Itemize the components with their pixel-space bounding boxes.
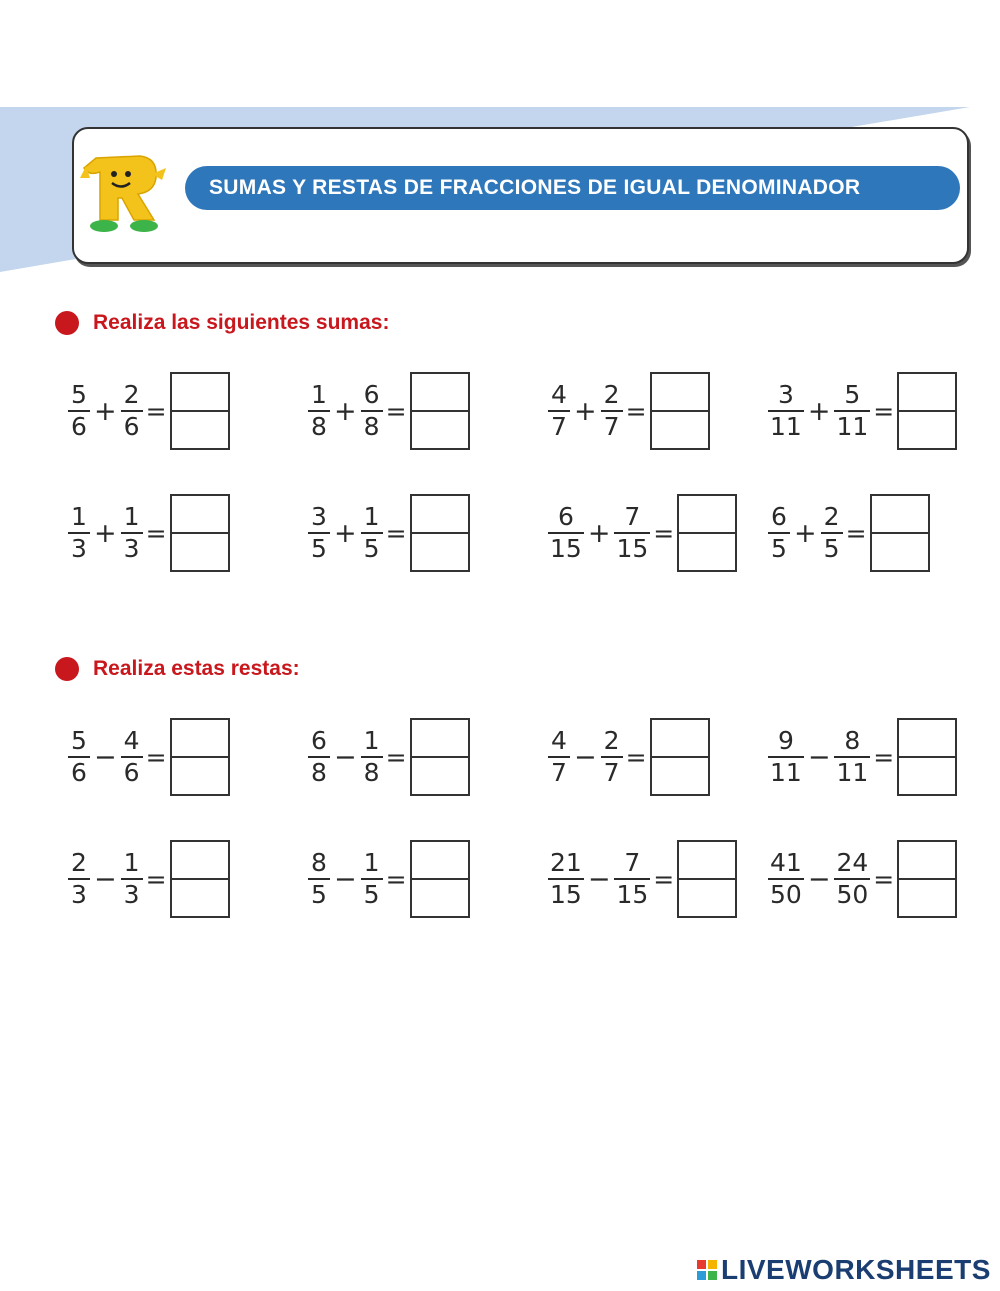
operator-sign: + [587, 517, 611, 549]
numerator: 5 [844, 380, 861, 409]
section-instruction [55, 654, 300, 684]
letter-r-mascot-icon [78, 150, 170, 234]
answer-box [170, 718, 230, 796]
numerator: 1 [71, 502, 87, 531]
numerator: 8 [311, 848, 327, 877]
answer-denominator-input[interactable] [412, 534, 468, 570]
numerator: 6 [363, 380, 380, 409]
answer-box [170, 372, 230, 450]
denominator: 15 [616, 880, 649, 909]
fraction [548, 502, 584, 564]
answer-box [870, 494, 930, 572]
fraction-exercise [548, 834, 748, 924]
fraction [361, 848, 383, 910]
numerator: 41 [770, 848, 802, 877]
numerator: 1 [123, 848, 140, 877]
denominator: 5 [311, 534, 327, 563]
operator-sign: + [334, 517, 357, 549]
operator-sign: − [94, 863, 117, 895]
fraction [308, 502, 330, 564]
liveworksheets-logo [697, 1255, 991, 1285]
equals-sign: = [145, 518, 167, 548]
fraction [548, 380, 570, 442]
denominator: 15 [550, 534, 582, 563]
numerator: 2 [123, 380, 140, 409]
answer-denominator-input[interactable] [679, 534, 735, 570]
answer-box [897, 372, 957, 450]
denominator: 5 [311, 880, 327, 909]
answer-numerator-input[interactable] [679, 496, 735, 532]
numerator: 1 [363, 502, 380, 531]
denominator: 11 [770, 758, 802, 787]
fraction [121, 848, 143, 910]
answer-denominator-input[interactable] [412, 412, 468, 448]
answer-numerator-input[interactable] [172, 374, 228, 410]
numerator: 3 [311, 502, 327, 531]
numerator: 3 [777, 380, 794, 409]
fraction [308, 848, 330, 910]
denominator: 3 [71, 534, 87, 563]
fraction [768, 848, 804, 910]
denominator: 6 [123, 412, 140, 441]
denominator: 15 [616, 534, 649, 563]
fraction [768, 502, 790, 564]
fraction-exercise [68, 488, 268, 578]
operator-sign: + [574, 395, 597, 427]
numerator: 5 [71, 380, 87, 409]
fraction-exercise [768, 712, 968, 802]
equals-sign: = [145, 742, 167, 772]
operator-sign: + [807, 395, 831, 427]
fraction-exercise [548, 712, 748, 802]
fraction [768, 380, 804, 442]
fraction [548, 848, 584, 910]
answer-numerator-input[interactable] [899, 842, 955, 878]
answer-numerator-input[interactable] [412, 842, 468, 878]
answer-box [897, 840, 957, 918]
numerator: 2 [603, 726, 620, 755]
answer-numerator-input[interactable] [899, 720, 955, 756]
denominator: 3 [123, 880, 140, 909]
fraction [768, 726, 804, 788]
answer-numerator-input[interactable] [172, 496, 228, 532]
red-bullet-icon [55, 311, 79, 335]
denominator: 8 [311, 758, 327, 787]
red-bullet-icon [55, 657, 79, 681]
fraction [68, 726, 90, 788]
answer-box [897, 718, 957, 796]
liveworksheets-logo-icon [697, 1260, 717, 1280]
numerator: 1 [123, 502, 140, 531]
answer-box [677, 840, 737, 918]
operator-sign: + [94, 395, 117, 427]
fraction-exercise [68, 834, 268, 924]
denominator: 7 [603, 758, 620, 787]
numerator: 6 [771, 502, 787, 531]
equals-sign: = [873, 396, 895, 426]
answer-denominator-input[interactable] [679, 880, 735, 916]
denominator: 5 [363, 534, 380, 563]
answer-numerator-input[interactable] [412, 720, 468, 756]
equals-sign: = [845, 518, 867, 548]
section-instruction [55, 308, 389, 338]
numerator: 4 [551, 726, 567, 755]
equals-sign: = [385, 518, 407, 548]
answer-box [650, 372, 710, 450]
answer-box [677, 494, 737, 572]
denominator: 7 [603, 412, 620, 441]
fraction [834, 380, 870, 442]
fraction [601, 380, 623, 442]
denominator: 5 [771, 534, 787, 563]
denominator: 11 [836, 758, 869, 787]
answer-box [170, 494, 230, 572]
fraction [121, 726, 143, 788]
equals-sign: = [385, 742, 407, 772]
answer-box [410, 718, 470, 796]
answer-denominator-input[interactable] [172, 412, 228, 448]
answer-numerator-input[interactable] [412, 496, 468, 532]
denominator: 3 [123, 534, 140, 563]
operator-sign: − [94, 741, 117, 773]
fraction-exercise [768, 366, 968, 456]
operator-sign: + [794, 517, 817, 549]
fraction-exercise [768, 834, 968, 924]
worksheet-title: SUMAS Y RESTAS DE FRACCIONES DE IGUAL DENOMINADOR [185, 166, 960, 210]
fraction-exercise [308, 488, 508, 578]
equals-sign: = [653, 864, 675, 894]
answer-numerator-input[interactable] [652, 374, 708, 410]
fraction-exercise [768, 488, 968, 578]
fraction [361, 502, 383, 564]
fraction [601, 726, 623, 788]
numerator: 8 [844, 726, 861, 755]
denominator: 11 [770, 412, 802, 441]
denominator: 5 [363, 880, 380, 909]
answer-denominator-input[interactable] [652, 412, 708, 448]
equals-sign: = [625, 742, 647, 772]
denominator: 6 [123, 758, 140, 787]
denominator: 6 [71, 758, 87, 787]
answer-denominator-input[interactable] [172, 534, 228, 570]
fraction [834, 848, 870, 910]
answer-box [410, 840, 470, 918]
instruction-text: Realiza las siguientes sumas: [93, 311, 390, 334]
answer-numerator-input[interactable] [872, 496, 928, 532]
fraction [361, 380, 383, 442]
operator-sign: + [334, 395, 357, 427]
logo-text: LIVEWORKSHEETS [721, 1254, 991, 1285]
operator-sign: + [94, 517, 117, 549]
fraction [68, 380, 90, 442]
equals-sign: = [653, 518, 675, 548]
denominator: 11 [836, 412, 869, 441]
fraction-exercise [308, 712, 508, 802]
answer-denominator-input[interactable] [899, 412, 955, 448]
answer-numerator-input[interactable] [899, 374, 955, 410]
numerator: 1 [363, 848, 380, 877]
fraction-exercise [308, 834, 508, 924]
denominator: 6 [71, 412, 87, 441]
denominator: 8 [363, 758, 380, 787]
equals-sign: = [145, 396, 167, 426]
numerator: 24 [836, 848, 869, 877]
fraction [614, 502, 650, 564]
numerator: 6 [311, 726, 327, 755]
numerator: 2 [603, 380, 620, 409]
equals-sign: = [385, 396, 407, 426]
fraction [308, 726, 330, 788]
operator-sign: − [334, 741, 357, 773]
equals-sign: = [625, 396, 647, 426]
answer-denominator-input[interactable] [172, 758, 228, 794]
numerator: 2 [71, 848, 87, 877]
denominator: 8 [311, 412, 327, 441]
equals-sign: = [145, 864, 167, 894]
answer-numerator-input[interactable] [172, 842, 228, 878]
denominator: 15 [550, 880, 582, 909]
answer-numerator-input[interactable] [652, 720, 708, 756]
equals-sign: = [385, 864, 407, 894]
operator-sign: − [807, 863, 831, 895]
answer-box [170, 840, 230, 918]
answer-denominator-input[interactable] [172, 880, 228, 916]
equals-sign: = [873, 742, 895, 772]
fraction [121, 380, 143, 442]
answer-box [410, 494, 470, 572]
answer-denominator-input[interactable] [899, 758, 955, 794]
numerator: 7 [624, 848, 641, 877]
answer-box [410, 372, 470, 450]
operator-sign: − [807, 741, 831, 773]
fraction [821, 502, 843, 564]
denominator: 8 [363, 412, 380, 441]
fraction [548, 726, 570, 788]
fraction-exercise [68, 712, 268, 802]
numerator: 1 [363, 726, 380, 755]
answer-denominator-input[interactable] [412, 880, 468, 916]
numerator: 5 [71, 726, 87, 755]
fraction [68, 848, 90, 910]
operator-sign: − [334, 863, 357, 895]
numerator: 4 [123, 726, 140, 755]
numerator: 6 [557, 502, 574, 531]
answer-denominator-input[interactable] [899, 880, 955, 916]
numerator: 4 [551, 380, 567, 409]
answer-numerator-input[interactable] [172, 720, 228, 756]
denominator: 5 [823, 534, 840, 563]
fraction-exercise [308, 366, 508, 456]
numerator: 7 [624, 502, 641, 531]
fraction [614, 848, 650, 910]
answer-box [650, 718, 710, 796]
operator-sign: − [587, 863, 611, 895]
fraction [121, 502, 143, 564]
fraction [834, 726, 870, 788]
fraction-exercise [548, 366, 748, 456]
denominator: 3 [71, 880, 87, 909]
fraction-exercise [548, 488, 748, 578]
answer-denominator-input[interactable] [652, 758, 708, 794]
answer-numerator-input[interactable] [412, 374, 468, 410]
numerator: 2 [823, 502, 840, 531]
numerator: 9 [777, 726, 794, 755]
denominator: 50 [836, 880, 869, 909]
answer-denominator-input[interactable] [412, 758, 468, 794]
fraction [361, 726, 383, 788]
answer-numerator-input[interactable] [679, 842, 735, 878]
numerator: 21 [550, 848, 582, 877]
operator-sign: − [574, 741, 597, 773]
denominator: 7 [551, 758, 567, 787]
instruction-text: Realiza estas restas: [93, 657, 300, 680]
answer-denominator-input[interactable] [872, 534, 928, 570]
denominator: 7 [551, 412, 567, 441]
fraction [308, 380, 330, 442]
fraction-exercise [68, 366, 268, 456]
equals-sign: = [873, 864, 895, 894]
fraction [68, 502, 90, 564]
denominator: 50 [770, 880, 802, 909]
numerator: 1 [311, 380, 327, 409]
